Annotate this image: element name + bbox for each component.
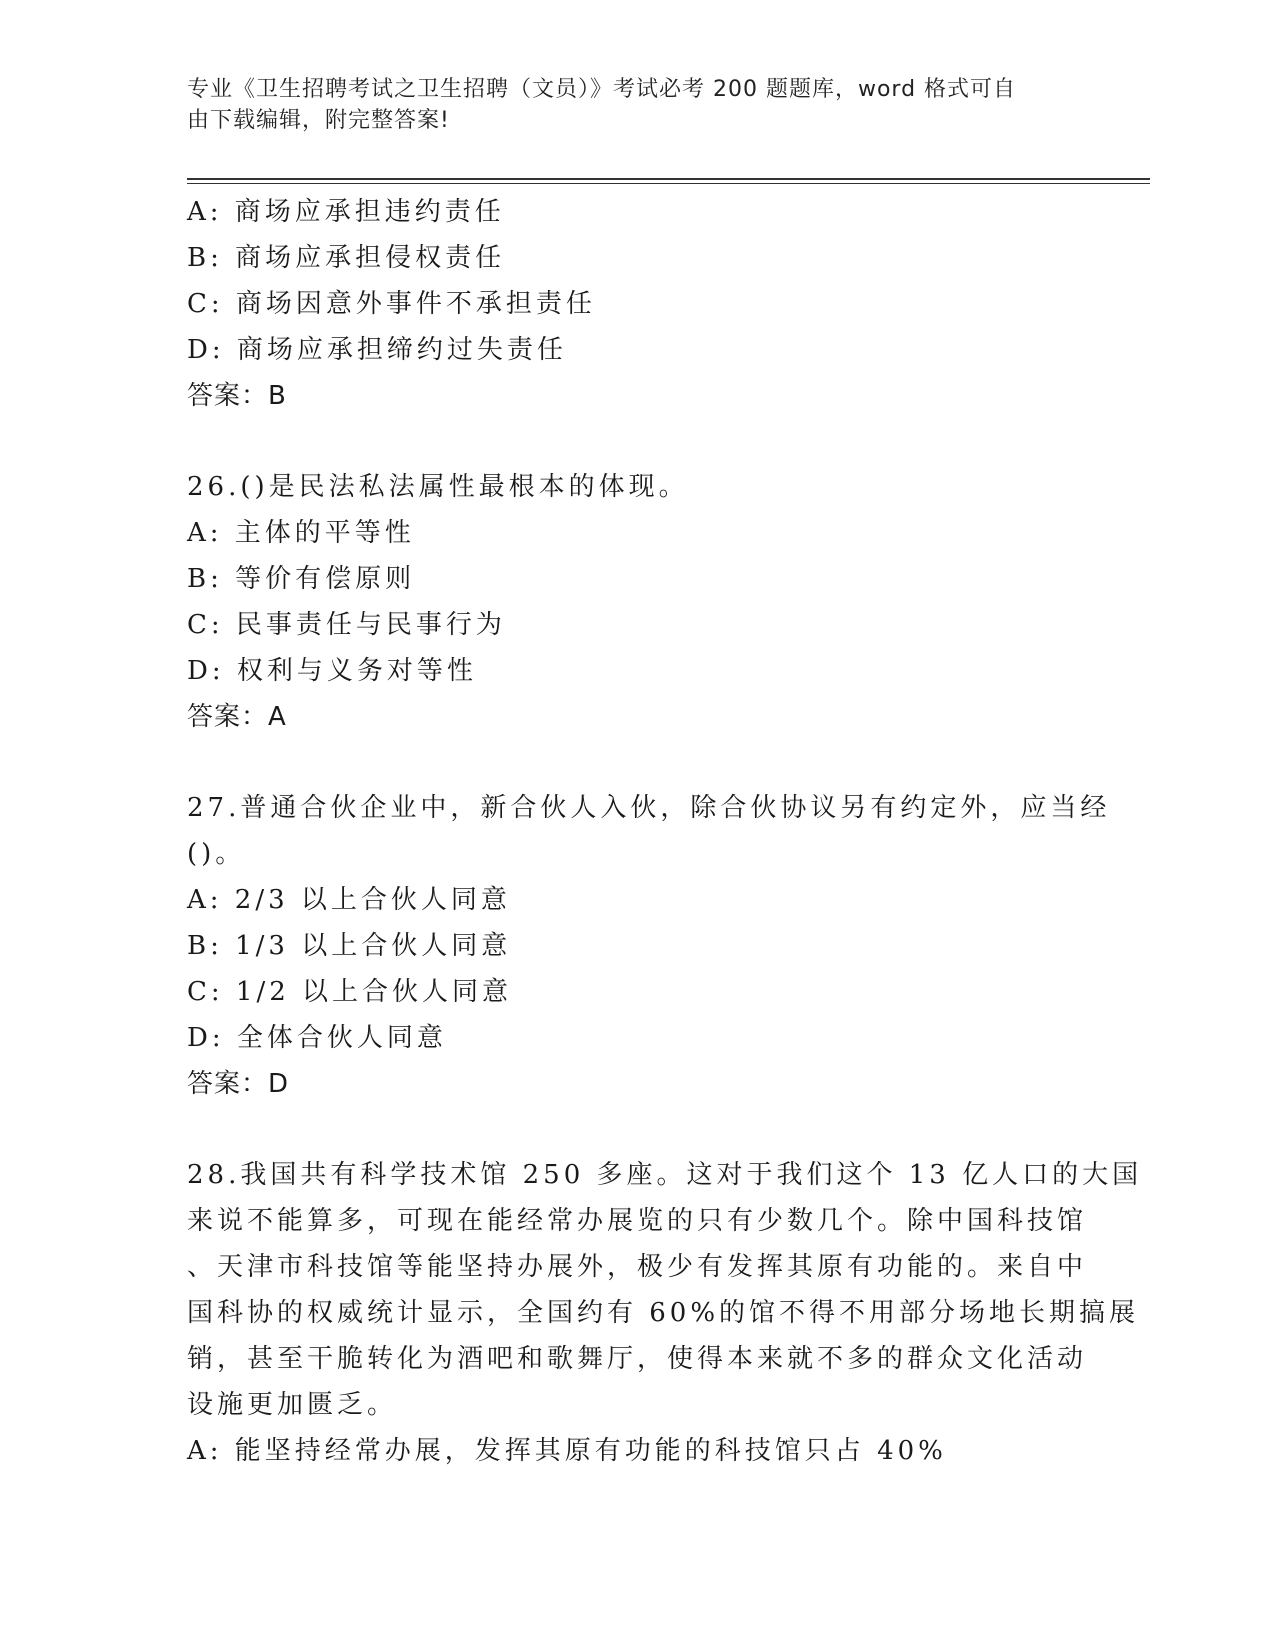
question-28 [187,1152,1143,1474]
option-a: A: 商场应承担违约责任 [187,197,505,227]
spacer [187,740,1087,785]
question-stem-line-5: 销，甚至干脆转化为酒吧和歌舞厅，使得本来就不多的群众文化活动 [187,1344,1088,1374]
option-a: A: 能坚持经常办展，发挥其原有功能的科技馆只占 40% [187,1436,947,1466]
question-stem-line-2: ()。 [187,839,246,869]
answer-line: 答案：A [187,702,287,732]
spacer [187,1107,1087,1152]
header-divider-thick [187,178,1150,180]
header-divider-thin [187,183,1150,184]
question-stem-line-6: 设施更加匮乏。 [187,1390,398,1420]
option-a: A: 主体的平等性 [187,518,415,548]
option-b: B: 商场应承担侵权责任 [187,243,506,273]
question-stem-line-4: 国科协的权威统计显示，全国约有 60%的馆不得不用部分场地长期搞展 [187,1298,1140,1328]
question-list [187,189,1143,1474]
option-d: D: 商场应承担缔约过失责任 [187,335,567,365]
header-line-1: 专业《卫生招聘考试之卫生招聘（文员）》考试必考 200 题题库，word 格式可自 [187,77,1017,102]
question-25 [187,189,1087,419]
answer-line: 答案：D [187,1069,290,1099]
option-d: D: 权利与义务对等性 [187,656,477,686]
question-27 [187,785,1111,1107]
option-a: A: 2/3 以上合伙人同意 [187,885,511,915]
spacer [187,419,1087,464]
question-26 [187,464,1087,740]
option-c: C: 1/2 以上合伙人同意 [187,977,513,1007]
option-b: B: 等价有偿原则 [187,564,416,594]
option-c: C: 商场因意外事件不承担责任 [187,289,596,319]
question-stem: 26.()是民法私法属性最根本的体现。 [187,472,689,502]
question-stem-line-2: 来说不能算多，可现在能经常办展览的只有少数几个。除中国科技馆 [187,1206,1088,1236]
header-line-2: 由下载编辑，附完整答案! [187,108,450,133]
question-stem-line-1: 27.普通合伙企业中，新合伙人入伙，除合伙协议另有约定外，应当经 [187,793,1111,823]
option-c: C: 民事责任与民事行为 [187,610,506,640]
option-b: B: 1/3 以上合伙人同意 [187,931,512,961]
answer-line: 答案：B [187,381,287,411]
question-stem-line-3: 、天津市科技馆等能坚持办展外，极少有发挥其原有功能的。来自中 [187,1252,1088,1282]
option-d: D: 全体合伙人同意 [187,1023,447,1053]
document-header [187,74,1067,136]
question-stem-line-1: 28.我国共有科学技术馆 250 多座。这对于我们这个 13 亿人口的大国 [187,1160,1143,1190]
